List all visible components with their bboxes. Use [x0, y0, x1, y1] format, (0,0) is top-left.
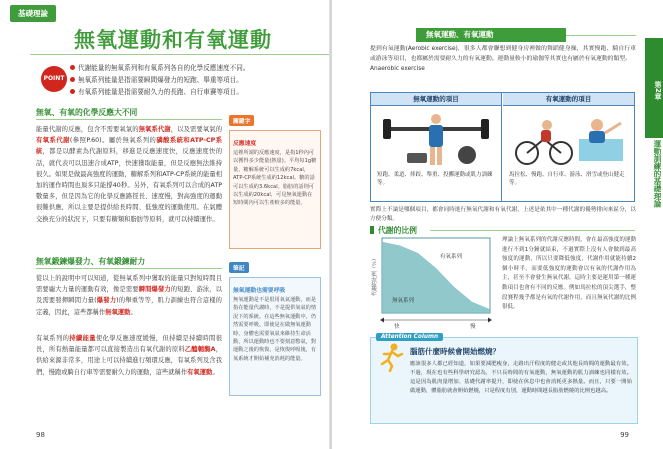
page-number-right: 99 — [620, 431, 629, 439]
x-axis-arrowhead — [488, 318, 492, 323]
right-page — [332, 0, 663, 449]
intro-english: Anaerobic exercise — [370, 66, 425, 72]
x-label-fast: 快 — [394, 324, 400, 330]
chart-y-label: 代謝的比例（％） — [372, 255, 378, 297]
chapter-tab: 第2章 — [645, 38, 663, 138]
runner-icon — [376, 342, 406, 372]
section2-paragraph-1: 從以上的說明中可以知道，從無氧系列中獲取的能量只對短時間且需要龐大力量的運動有效，像是需要瞬間爆發力的短跑、游泳，以及需要發揮瞬間力量(爆發力)的舉重等等，肌力訓練也符合這樣的定義，因此，這些都稱作無氧運動。 — [36, 275, 222, 316]
chart-title: 代謝的比例 — [378, 226, 417, 235]
section2-divider — [36, 268, 222, 269]
page-title: 無氧運動和有氧運動 — [74, 28, 272, 52]
x-label-slow: 慢 — [470, 324, 476, 330]
bullet-icon — [70, 77, 75, 82]
mid-paragraph: 實際上不論是哪個項目，都會同時進行無氧代謝和有氧代謝，上述是依其中一種代謝的優勢排向來區分，以方便分類。 — [370, 207, 636, 222]
section2-paragraph-2: 有氧系列的持續能量使化學反應速度緩慢，但持續是持續時間很長，所有熱量能量都可以直接製造出有氧代謝的原料乙醯輔酶A，供給來源非常多，用途上可以持續進行頻環反應，有氧系列及含我們，慢跑或騎自行車等需要耐久力的運動，這些就稱作有氧運動。 — [36, 335, 222, 376]
keyword-text: 這裡所謂的反應速度，是指1秒內可以獲得多少能量(熱量)。平均每1g糖量，糖解系統可以生成約7kcal，ATP-CP系統生成約12kcal。糖的話可以生成約3.6kcal。脂肪的話則可以生成約20kcal，可見無氧運動在短時間內可以生產較多的能量。 — [233, 150, 317, 207]
exercise-comparison-box — [370, 92, 635, 202]
anaerobic-column — [371, 93, 502, 201]
x-axis-arrowhead-left — [380, 318, 384, 323]
section-tag: 基礎理論 — [10, 5, 56, 22]
keyword-tag: 關鍵字 — [229, 115, 254, 126]
note-box — [229, 277, 321, 396]
right-header-line — [566, 35, 636, 36]
aerobic-caption: 馬拉松、慢跑、自行車、游泳、滑雪或登山健走等。 — [509, 172, 625, 186]
left-page — [0, 0, 331, 449]
bullet-icon — [70, 65, 75, 70]
chart-explanation: 理論上無氧系列的代謝反應時間，會在最高強度的運動進行不到1分鐘就結束，不過實際上沒有人會做到最高強度的運動，所以只要降低強度，代謝作用就能持續2個小時半。而要低強度的運動會以有氧的代謝作用為主，甚至不會發生無氧代謝。這時主要是運用第一種運動項目也會有不同的反應。例如馬拉松的頂尖選手，整段賽程幾乎都是有氧的代謝作用，而且無氧代謝的比例很低。 — [502, 237, 636, 311]
note-text: 無氧運動是不是很用氧氣運動，而是指在能量代謝時，不是提供氧氣的情況下的系統。在這些無氧運動中，仍然需要呼吸。即使是在做無氧運動時，身體也需要氧氣來維持生命活動，所以運動時也不要刻意憋氣，對運動之後的恢復，是恢復呼吸後，有氧系統才開始補充消耗的能量。 — [233, 297, 317, 362]
bullet-icon — [70, 89, 75, 94]
intro-paragraph: 提到有氧運動(Aerobic exercise)，很多人都會聯想到健身房裡做的舞蹈健身操，其實慢跑、騎自行車或游泳等項目，也都屬於需要耐久力的有氧運動。運動量較小的瑜伽等其實也有屬於有氧運動的類型。 — [370, 46, 636, 62]
series-label-anaerobic: 無氧系列 — [392, 298, 415, 304]
section1-paragraph: 能量代謝的反應，包含不需要氧氣的無氧系代謝，以及需要氧氣的有氧系代謝(參照P.60)。屬於無氧系列的磷酸系統和ATP-CP系統，都是以酵素為代謝原料，移進是反應速度快，反應速度快的話，就代表可以迅速合成ATP，快速獲取能量，但是反應無法維持很久。如果是做最高強度的運動，糖解系列和ATP-CP系統的能量相加的運作時間也頂多只能撐40秒。另外，有氧系列可以合成的ATP數量多，但是因為它的化學反應路徑長、速度慢，對高強度的運動很難供應，所以主要是提供給長時間、低強度的運動使用。在氣體交換充分的狀況下，只要有糖類和脂肪等原料，就可以持續運作。 — [36, 126, 222, 223]
aerobic-column — [503, 93, 634, 201]
keyword-box — [229, 130, 321, 249]
point-item: 有氧系列能量是指需要耐久力的長跑、自行車賽等項目。 — [70, 86, 326, 98]
attention-heading: 腦筋什麼時候會開始燃燒？ — [410, 347, 500, 356]
attention-text: 應該很多人都已經知道，如果要減肥瘦身，走路出汗程度的健走或其他長時間的運動最有效。不過，現在也有些科學研究認為，不只長時間的有氧運動，無氧運動的肌力訓練也同樣有效。這是因為肌肉量增加、基礎代謝率提升，即使在休息中也會消耗更多熱量。而且，只要一開始做運動，體脂肪就會開始燃燒，只是程度有別，運動時間越長脂肪燃燒的比例也越高。 — [410, 361, 632, 394]
note-tag: 筆記 — [229, 262, 249, 273]
keyword-heading: 反應速度 — [233, 141, 257, 147]
section1-divider — [36, 119, 222, 120]
chapter-title: 運動訓練的基礎理論 — [653, 140, 662, 208]
title-divider — [30, 54, 330, 55]
point-item: 代謝能量的無氧系列和有氧系列各自的化學反應速度不同。 — [70, 62, 326, 74]
weightlifter-icon — [377, 109, 495, 169]
chart-divider — [430, 230, 635, 231]
point-list — [70, 62, 326, 98]
page-number-left: 98 — [36, 431, 45, 439]
point-badge: POINT — [41, 66, 67, 92]
metabolism-ratio-chart — [370, 236, 495, 331]
cyclist-swimmer-icon — [509, 109, 627, 169]
series-label-aerobic: 有氧系列 — [440, 254, 463, 260]
note-heading: 無氧運動也需要呼吸 — [233, 288, 286, 294]
tag-arrow-icon — [46, 14, 56, 20]
section2-title: 無氧鍛鍊爆發力、有氧鍛鍊耐力 — [36, 257, 146, 266]
sidebar-notes — [229, 108, 321, 396]
section1-title: 無氧、有氧的化學反應大不同 — [36, 108, 138, 117]
chart-head-mark — [370, 226, 374, 234]
right-header: 無氧運動、有氧運動 — [416, 28, 566, 42]
aerobic-title: 有氧運動的項目 — [503, 93, 634, 106]
point-item: 無氧系列能量是指需要瞬間爆發力的短跑、舉重等項目。 — [70, 74, 326, 86]
attention-tag: Attention Column — [376, 333, 443, 341]
anaerobic-title: 無氧運動的項目 — [371, 93, 501, 106]
anaerobic-caption: 短跑、柔道、摔跤、舉重、投擲運動或肌力訓練等。 — [377, 172, 493, 186]
